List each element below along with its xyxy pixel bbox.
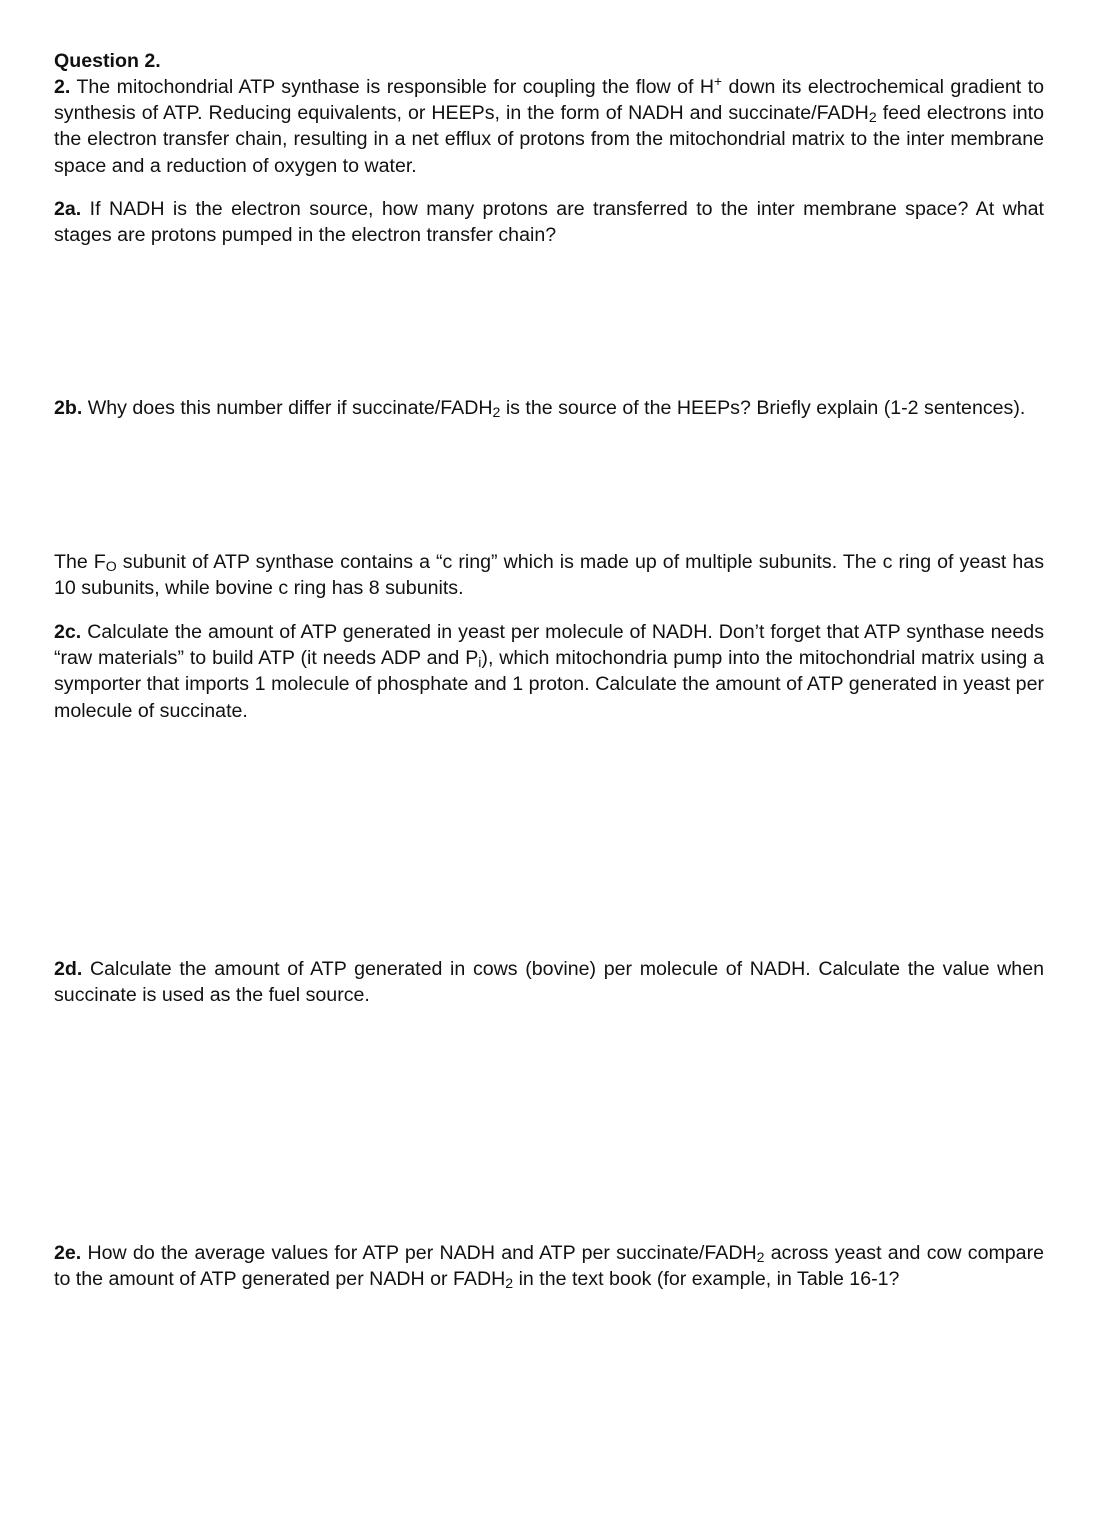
question-2a bbox=[54, 196, 1044, 248]
q2c-subscript: i bbox=[478, 654, 482, 671]
question-2e bbox=[54, 1240, 1044, 1292]
fo-subscript: O bbox=[105, 558, 117, 575]
q2b-label: 2b. bbox=[54, 397, 83, 419]
intro-paragraph bbox=[54, 74, 1044, 179]
intro-superscript: + bbox=[714, 74, 723, 90]
question-2b bbox=[54, 395, 1044, 421]
fo-text-2: subunit of ATP synthase contains a “c ring” which is made up of multiple subunits. The c ring of yeast has 10 subunits, while bovine c ring has 8 subunits. bbox=[54, 551, 1044, 600]
question-title: Question 2. bbox=[54, 50, 161, 72]
question-2c bbox=[54, 619, 1044, 724]
intro-text-1: The mitochondrial ATP synthase is responsible for coupling the flow of H bbox=[76, 76, 715, 98]
q2e-label: 2e. bbox=[54, 1242, 82, 1264]
q2b-text-1: Why does this number differ if succinate/FADH bbox=[87, 397, 493, 419]
q2c-label: 2c. bbox=[54, 621, 82, 643]
intro-subscript: 2 bbox=[868, 109, 877, 126]
q2d-text: Calculate the amount of ATP generated in cows (bovine) per molecule of NADH. Calculate the value when succinate is used as the fuel source. bbox=[54, 958, 1044, 1007]
q2e-text-3: in the text book (for example, in Table 16-1? bbox=[518, 1268, 900, 1291]
q2e-subscript-1: 2 bbox=[756, 1249, 765, 1266]
intro-label: 2. bbox=[54, 76, 71, 98]
q2e-text-2: across yeast and cow compare to the amount of ATP generated per NADH or FADH bbox=[54, 1242, 1045, 1291]
fo-text-1: The F bbox=[54, 551, 106, 573]
question-2d bbox=[54, 956, 1044, 1008]
q2c-text-1: Calculate the amount of ATP generated in yeast per molecule of NADH. Don’t forget that ATP synthase needs “raw materials” to build ATP (it needs ADP and P bbox=[54, 621, 1044, 670]
q2b-text-2: is the source of the HEEPs? Briefly explain (1-2 sentences). bbox=[505, 397, 1026, 419]
intro-text-3: feed electrons into the electron transfer chain, resulting in a net efflux of protons from the mitochondrial matrix to the inter membrane space and a reduction of oxygen to water. bbox=[54, 102, 1044, 177]
q2c-text-2: ), which mitochondria pump into the mitochondrial matrix using a symporter that imports 1 molecule of phosphate and 1 proton. Calculate the amount of ATP generated in yeast per molecule of succinate. bbox=[54, 647, 1045, 722]
q2a-label: 2a. bbox=[54, 198, 82, 220]
q2e-subscript-2: 2 bbox=[505, 1275, 514, 1292]
q2d-label: 2d. bbox=[54, 958, 83, 980]
q2e-text-1: How do the average values for ATP per NADH and ATP per succinate/FADH bbox=[87, 1242, 757, 1264]
q2a-text: If NADH is the electron source, how many protons are transferred to the inter membrane space? At what stages are protons pumped in the electron transfer chain? bbox=[54, 198, 1044, 247]
intro-text-2: down its electrochemical gradient to synthesis of ATP. Reducing equivalents, or HEEPs, in the form of NADH and succinate/FADH bbox=[54, 76, 1044, 125]
fo-paragraph bbox=[54, 549, 1044, 601]
q2b-subscript: 2 bbox=[492, 404, 501, 421]
